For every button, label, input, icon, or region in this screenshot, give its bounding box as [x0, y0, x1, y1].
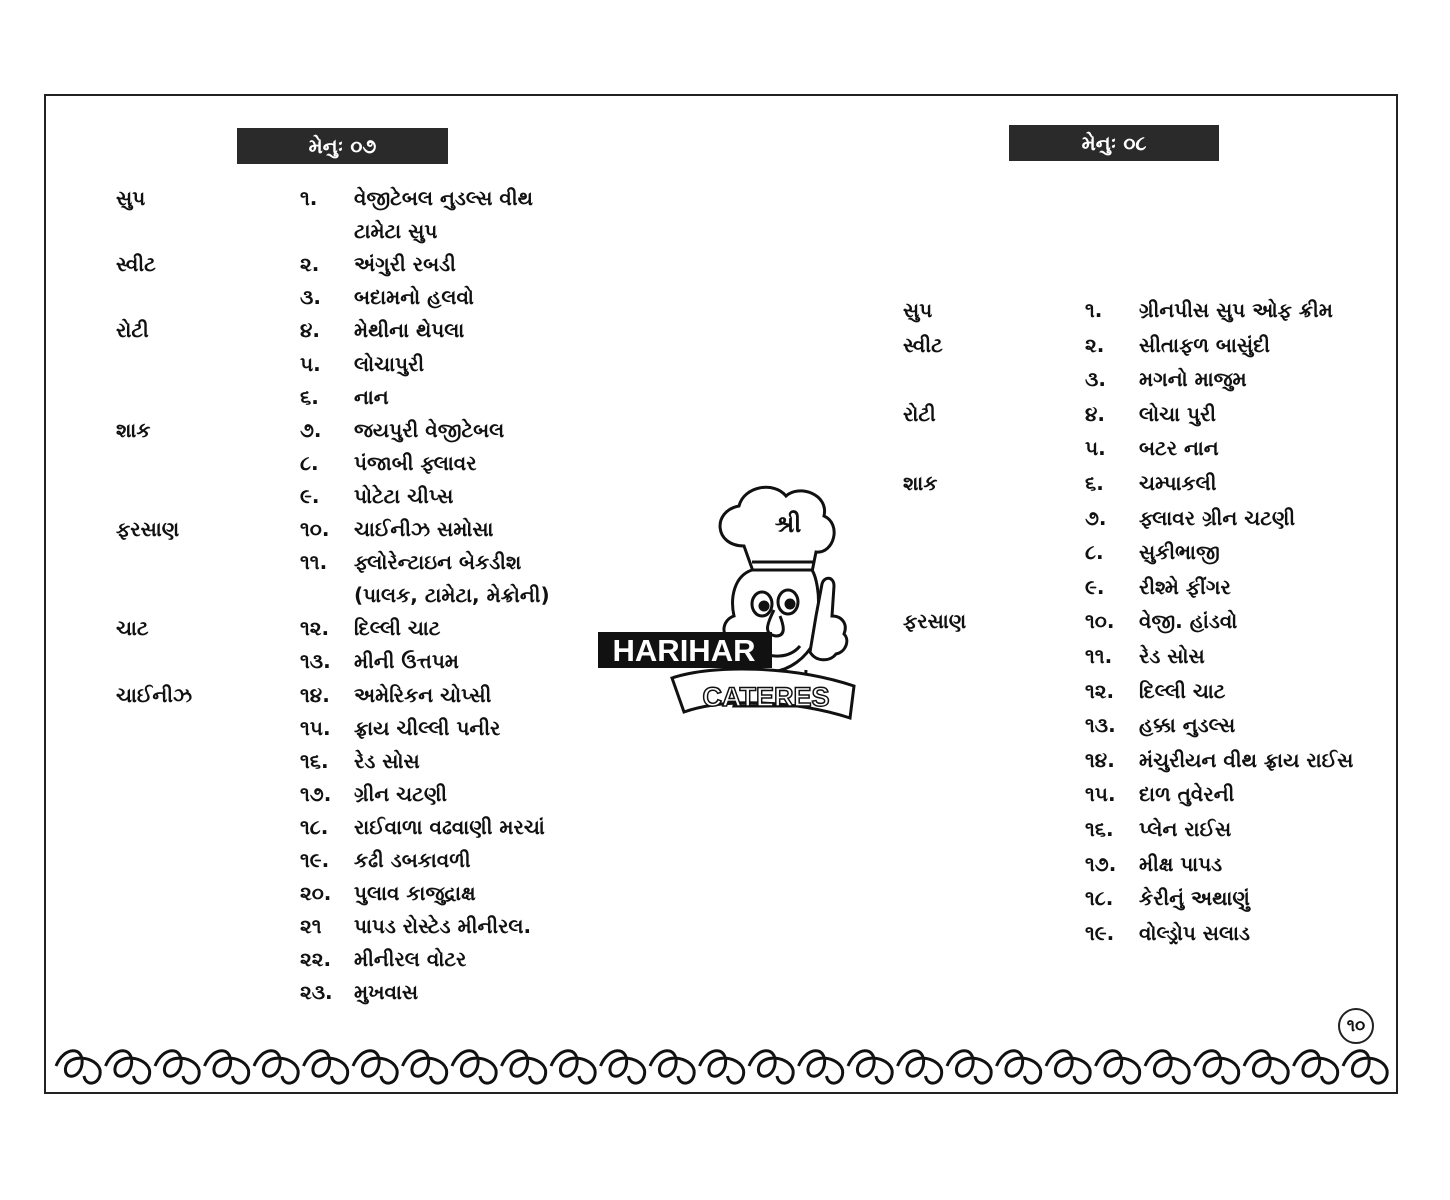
right_menu-row [903, 847, 1383, 881]
left_menu-item: વેજીટેબલ નુડલ્સ વીથ [354, 186, 533, 210]
right_menu-number: ૧૩. [1085, 713, 1116, 738]
left_menu-item: પોટેટા ચીપ્સ [354, 483, 454, 508]
hariharcaterers-logo [594, 466, 864, 726]
left_menu-number: ૧૦. [300, 517, 330, 541]
left_menu-number: ૯. [300, 483, 320, 508]
left_menu-row [116, 479, 596, 513]
left_menu-row [116, 446, 596, 480]
left_menu-row [116, 611, 596, 645]
right_menu-item: મંચુરીયન વીથ ફ્રાય રાઈસ [1139, 747, 1354, 772]
left_menu-row [116, 181, 596, 215]
left_menu-number: ૧૧. [300, 550, 328, 575]
right_menu-row [903, 743, 1383, 777]
left_menu-item: અમેરિકન ચોપ્સી [354, 682, 492, 707]
left_menu-item: અંગુરી રબડી [354, 252, 456, 277]
right_menu-item: મીક્ષ પાપડ [1139, 851, 1223, 876]
right_menu-number: ૪. [1085, 401, 1105, 426]
left_menu-number: ૨૨. [300, 947, 332, 972]
right_menu-number: ૧. [1085, 298, 1103, 322]
left_menu-item: રેડ સોસ [354, 748, 420, 773]
right_menu-number: ૧૭. [1085, 851, 1117, 876]
left_menu-item: પાપડ રોસ્ટેડ મીનીરલ. [354, 914, 532, 939]
left_menu-row [116, 214, 596, 248]
left_menu-row [116, 843, 596, 877]
left_menu-row [116, 744, 596, 778]
right_menu-category: શાક [903, 471, 938, 495]
left_menu-item: ટામેટા સુપ [354, 219, 438, 244]
left_menu-row [116, 313, 596, 347]
right_menu-row [903, 501, 1383, 535]
left_menu-category: ચાઈનીઝ [116, 682, 193, 707]
left_menu-row [116, 512, 596, 546]
right_menu-item: રેડ સોસ [1139, 644, 1205, 668]
right_menu-row [903, 674, 1383, 708]
left_menu-row [116, 578, 596, 612]
right_menu-row [903, 639, 1383, 673]
right_menu-row [903, 881, 1383, 915]
left_menu-number: ૩. [300, 285, 321, 310]
left_menu-item: દિલ્લી ચાટ [354, 616, 441, 641]
left_menu-number: ૫. [300, 351, 321, 376]
left_menu-row [116, 347, 596, 381]
left_menu-number: ૮. [300, 450, 319, 475]
right_menu-number: ૧૪. [1085, 747, 1115, 772]
right_menu-row [903, 293, 1383, 327]
left_menu-item: રાઈવાળા વઢવાણી મરચાં [354, 814, 545, 839]
right_menu-item: સીતાફળ બાસુંદી [1139, 332, 1270, 357]
right_menu-item: કેરીનું અથાણું [1139, 886, 1250, 911]
right_menu-item: દાળ તુવેરની [1139, 782, 1235, 807]
left_menu-number: ૧. [300, 186, 318, 210]
left_menu-number: ૬. [300, 384, 319, 409]
right_menu-number: ૬. [1085, 471, 1104, 495]
right_menu-category: રોટી [903, 401, 936, 426]
left_menu-number: ૭. [300, 417, 322, 442]
right_menu-row [903, 535, 1383, 569]
right_menu-item: દિલ્લી ચાટ [1139, 678, 1226, 703]
right_menu-number: ૫. [1085, 436, 1106, 461]
right_menu-number: ૧૦. [1085, 609, 1115, 634]
left_menu-number: ૧૪. [300, 682, 330, 707]
right_menu-number: ૧૨. [1085, 678, 1115, 703]
right_menu-number: ૨. [1085, 332, 1105, 357]
right_menu-category: સ્વીટ [903, 332, 943, 357]
logo-sub-text: CATERES [702, 682, 830, 712]
logo-name-text: HARIHAR [612, 633, 756, 668]
left_menu-category: સ્વીટ [116, 252, 156, 277]
left_menu-item: બદામનો હલવો [354, 285, 474, 310]
left_menu-item: ગ્રીન ચટણી [354, 781, 447, 806]
left_menu-item: પુલાવ કાજુદ્રાક્ષ [354, 881, 476, 906]
left_menu-row [116, 777, 596, 811]
right_menu-item: ગ્રીનપીસ સુપ ઓફ ક્રીમ [1139, 298, 1333, 322]
left_menu-number: ૧૩. [300, 649, 331, 674]
right_menu-item: પ્લેન રાઈસ [1139, 817, 1232, 841]
left_menu-row [116, 545, 596, 579]
left_menu-row [116, 942, 596, 976]
left_menu-item: (પાલક, ટામેટા, મેક્રોની) [354, 583, 550, 608]
logo-sri-text: શ્રી [774, 510, 802, 538]
left_menu-number: ૧૮. [300, 814, 329, 839]
left_menu-row [116, 975, 596, 1009]
right_menu-item: ચમ્પાકલી [1139, 471, 1217, 495]
right_menu-category: સુપ [903, 298, 933, 322]
left_menu-category: શાક [116, 417, 151, 442]
right_menu-row [903, 777, 1383, 811]
right_menu-number: ૧૫. [1085, 782, 1116, 807]
left_menu-category: ફરસાણ [116, 517, 180, 541]
right_menu-item: સુકીભાજી [1139, 540, 1220, 565]
right_menu-row [903, 362, 1383, 396]
left_menu-category: ચાટ [116, 616, 149, 641]
left_menu-number: ૧૯. [300, 848, 330, 872]
left_menu-item: ફ્લોરેન્ટાઇન બેકડીશ [354, 550, 522, 575]
left_menu-number: ૧૬. [300, 748, 329, 773]
right_menu-item: વેજી. હાંડવો [1139, 609, 1238, 634]
left_menu-row [116, 280, 596, 314]
right_menu-item: હક્કા નુડલ્સ [1139, 713, 1236, 738]
left_menu-row [116, 876, 596, 910]
right_menu-item: રીશ્મે ફીંગર [1139, 574, 1231, 599]
right_menu-row [903, 397, 1383, 431]
left_menu-row [116, 380, 596, 414]
left_menu-item: પંજાબી ફ્લાવર [354, 450, 477, 475]
right_menu-number: ૧૮. [1085, 886, 1114, 911]
right_menu-row [903, 604, 1383, 638]
left_menu-row [116, 678, 596, 712]
left_menu-item: મેથીના થેપલા [354, 318, 465, 343]
right_menu-row [903, 466, 1383, 500]
left_menu-number: ૧૨. [300, 616, 330, 641]
right_menu-item: લોચા પુરી [1139, 401, 1217, 426]
left_menu-item: જયપુરી વેજીટેબલ [354, 417, 505, 442]
right_menu-category: ફરસાણ [903, 609, 967, 634]
left_menu-item: મુખવાસ [354, 980, 419, 1005]
right_menu-item: ફ્લાવર ગ્રીન ચટણી [1139, 505, 1296, 530]
left_menu-row [116, 413, 596, 447]
right_menu-item: વોલ્ડ્રોપ સલાડ [1139, 920, 1250, 945]
left_menu-item: કઢી ડબકાવળી [354, 848, 471, 872]
right_menu-number: ૭. [1085, 505, 1107, 530]
left_menu-number: ૨૦. [300, 881, 332, 906]
left_menu-number: ૨૩. [300, 980, 333, 1005]
menu-title-left: મેનુઃ ૦૭ [237, 128, 448, 164]
left_menu-item: ફ્રાય ચીલ્લી પનીર [354, 715, 501, 740]
page-number: ૧૦ [1338, 1008, 1374, 1044]
left_menu-item: મીનીરલ વોટર [354, 947, 467, 972]
left_menu-number: ૨૧ [300, 914, 322, 939]
right_menu-row [903, 812, 1383, 846]
right_menu-item: મગનો માજુમ [1139, 367, 1247, 392]
left_menu-number: ૪. [300, 318, 320, 343]
left_menu-number: ૧૭. [300, 781, 332, 806]
left_menu-item: લોચાપુરી [354, 351, 425, 376]
right_menu-row [903, 431, 1383, 465]
right_menu-number: ૩. [1085, 367, 1106, 392]
right_menu-number: ૧૯. [1085, 920, 1115, 945]
right_menu-item: બટર નાન [1139, 436, 1219, 461]
left_menu-item: નાન [354, 384, 389, 409]
right_menu-number: ૮. [1085, 540, 1104, 565]
right_menu-row [903, 708, 1383, 742]
right_menu-row [903, 570, 1383, 604]
left_menu-category: સુપ [116, 186, 146, 210]
left_menu-number: ૨. [300, 252, 320, 277]
left_menu-row [116, 644, 596, 678]
decorative-border [46, 1040, 1396, 1092]
menu-title-right: મેનુઃ ૦૮ [1009, 125, 1219, 161]
left_menu-item: ચાઈનીઝ સમોસા [354, 517, 494, 541]
left_menu-row [116, 810, 596, 844]
left_menu-category: રોટી [116, 318, 149, 343]
left_menu-row [116, 909, 596, 943]
right_menu-row [903, 328, 1383, 362]
left_menu-row [116, 247, 596, 281]
left_menu-number: ૧૫. [300, 715, 331, 740]
left_menu-item: મીની ઉત્તપમ [354, 649, 459, 674]
right_menu-row [903, 916, 1383, 950]
right_menu-number: ૧૬. [1085, 817, 1114, 841]
left_menu-row [116, 711, 596, 745]
right_menu-number: ૯. [1085, 574, 1105, 599]
right_menu-number: ૧૧. [1085, 644, 1113, 668]
